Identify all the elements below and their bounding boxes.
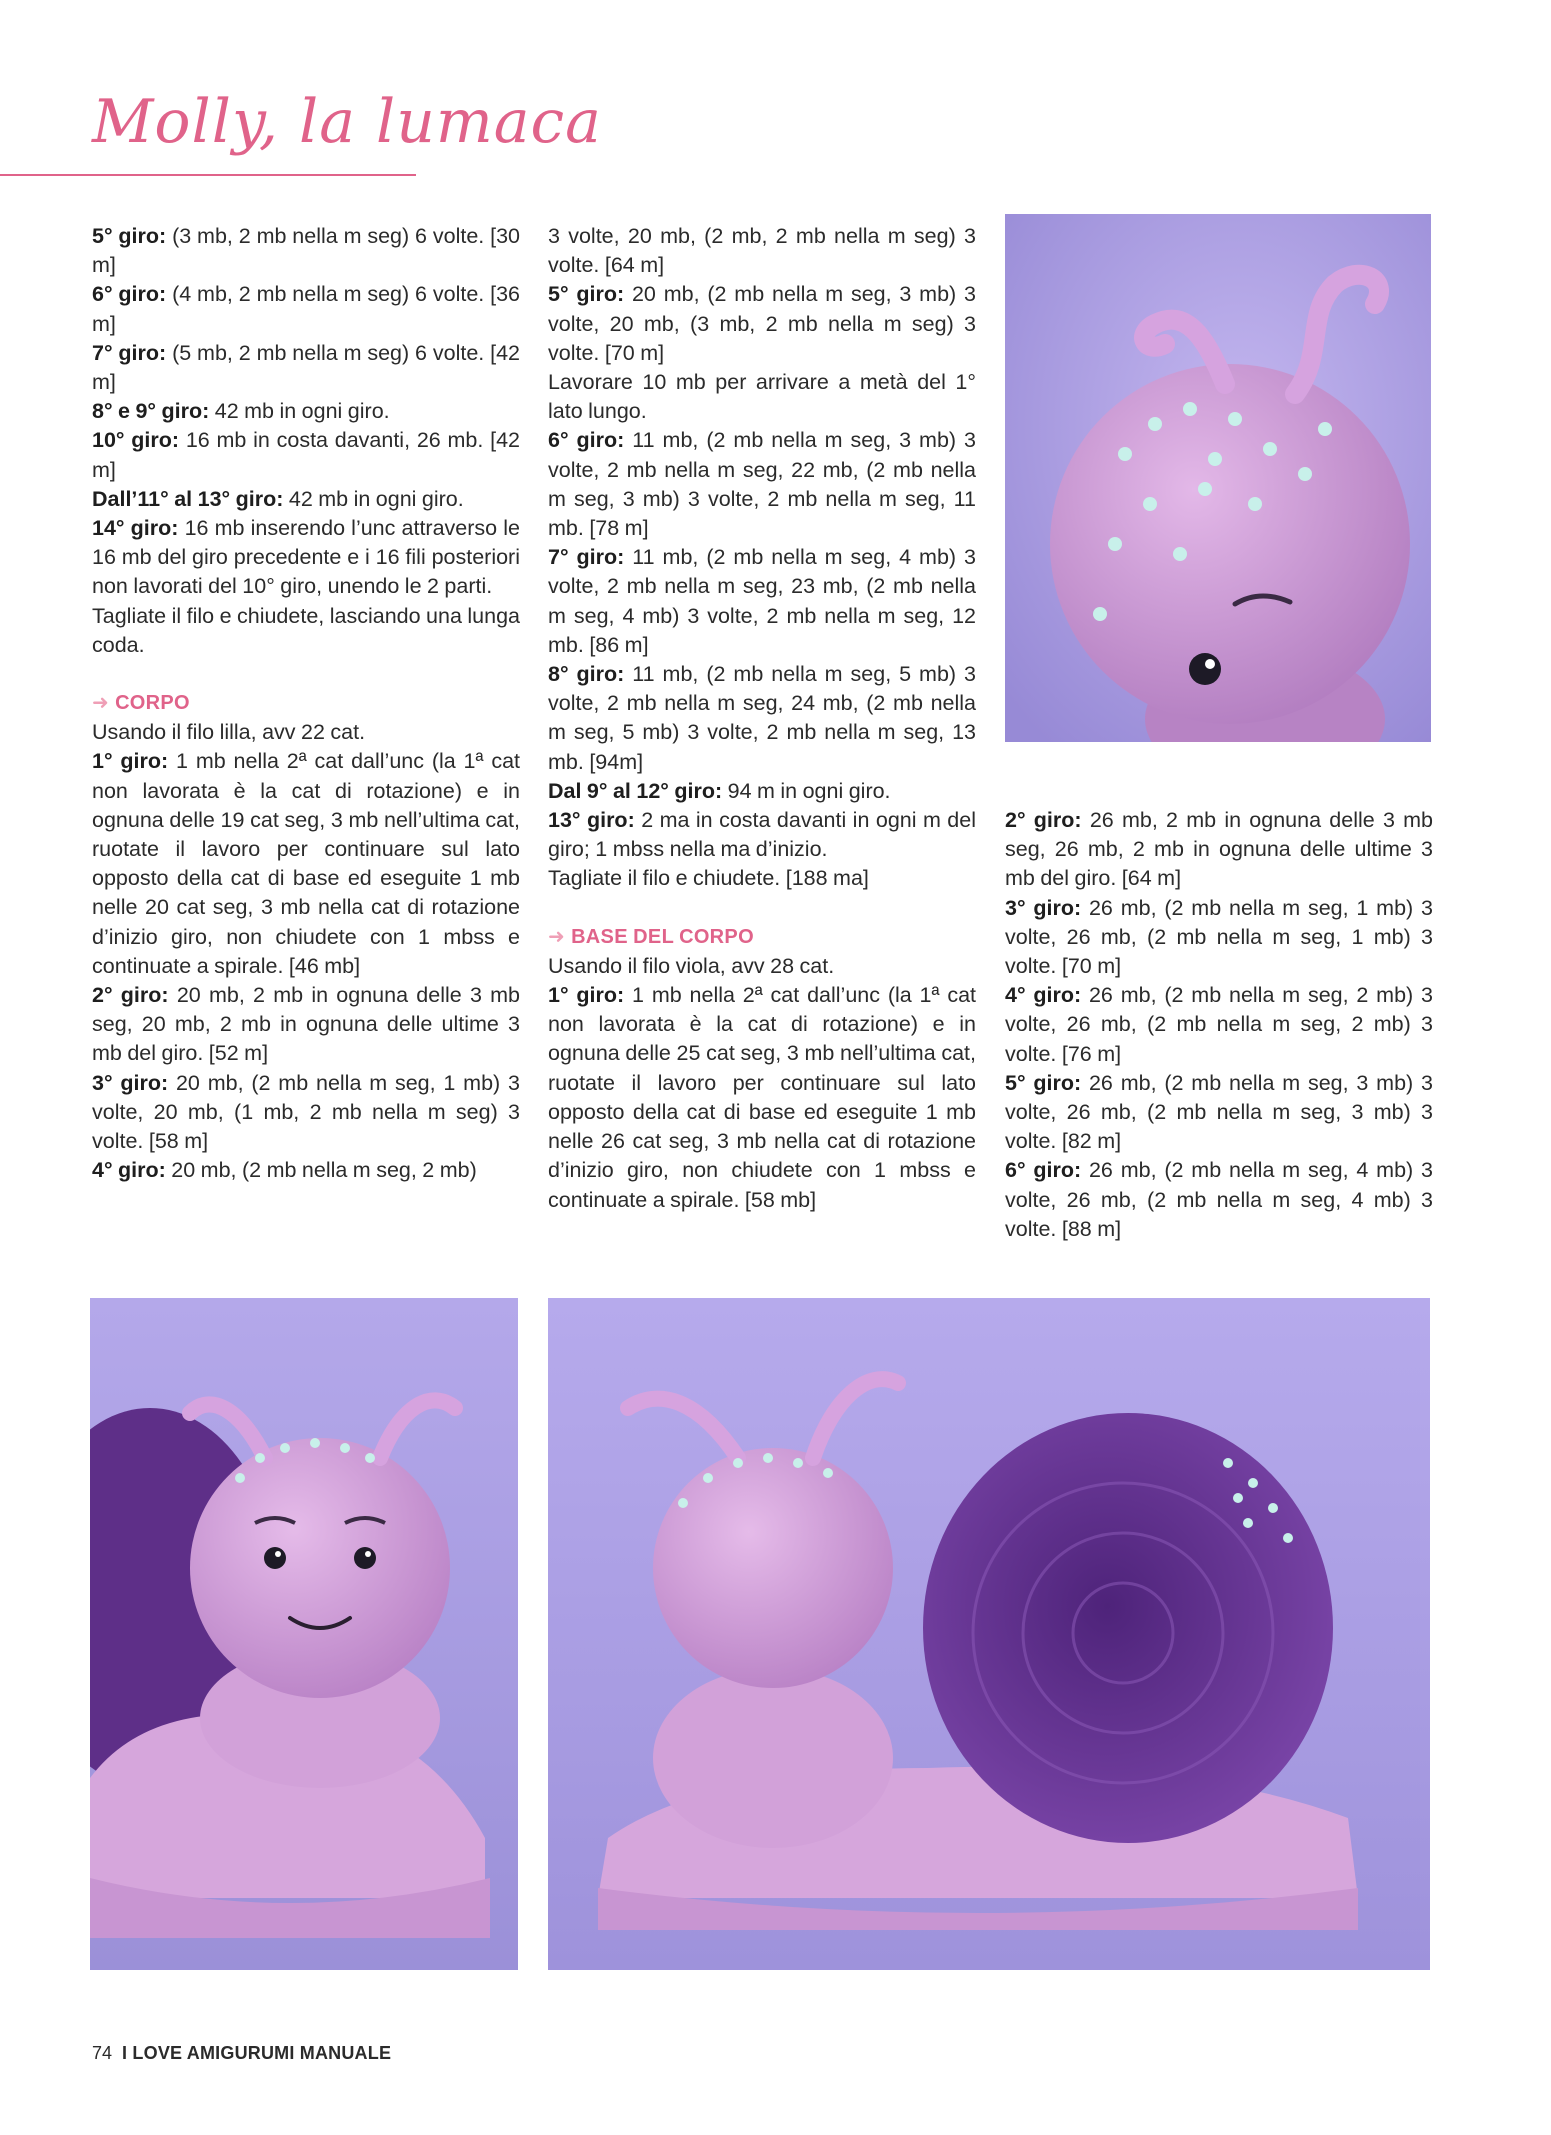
text-column-1 [92, 222, 520, 1186]
instruction-row: 10° giro: 16 mb in costa davanti, 26 mb. [42 m] [92, 428, 520, 482]
instruction-row: 8° giro: 11 mb, (2 mb nella m seg, 5 mb) 3 volte, 2 mb nella m seg, 24 mb, (2 mb nella m seg, 5 mb) 3 volte, 2 mb nella m seg, 13 mb. [94m] [548, 662, 976, 774]
photo-head-closeup [1005, 214, 1431, 742]
instruction-row: 3° giro: 20 mb, (2 mb nella m seg, 1 mb) 3 volte, 20 mb, (1 mb, 2 mb nella m seg) 3 volte. [58 m] [92, 1070, 520, 1154]
publication-name: I LOVE AMIGURUMI MANUALE [122, 2043, 392, 2063]
instruction-row: 1° giro: 1 mb nella 2ª cat dall’unc (la 1ª cat non lavorata è la cat di rotazione) e in ognuna delle 19 cat seg, 3 mb nell’ultima cat, ruotate il lavoro per continuare sul lato opposto della cat di base ed eseguite 1 mb nelle 20 cat seg, 3 mb nella cat di rotazione d’inizio giro, non chiudete con 1 mbss e continuate a spirale. [46 mb] [92, 749, 520, 978]
page-footer [92, 2043, 391, 2063]
instruction-row: 4° giro: 26 mb, (2 mb nella m seg, 2 mb) 3 volte, 26 mb, (2 mb nella m seg, 2 mb) 3 volte. [76 m] [1005, 983, 1433, 1066]
instruction-row: 7° giro: (5 mb, 2 mb nella m seg) 6 volte. [42 m] [92, 340, 520, 395]
instruction-note: Tagliate il filo e chiudete. [188 ma] [548, 866, 869, 891]
photo-snail-side [548, 1298, 1430, 1970]
photo-snail-front [90, 1298, 518, 1970]
instruction-row: 5° giro: 20 mb, (2 mb nella m seg, 3 mb) 3 volte, 20 mb, (3 mb, 2 mb nella m seg) 3 volte. [70 m] [548, 282, 976, 365]
instruction-row: Dal 9° al 12° giro: 94 m in ogni giro. [548, 778, 891, 803]
instruction-row: 3 volte, 20 mb, (2 mb, 2 mb nella m seg) 3 volte. [64 m] [548, 224, 976, 278]
instruction-row: 5° giro: 26 mb, (2 mb nella m seg, 3 mb) 3 volte, 26 mb, (2 mb nella m seg, 3 mb) 3 volte. [82 m] [1005, 1070, 1433, 1154]
instruction-row: 6° giro: 11 mb, (2 mb nella m seg, 3 mb) 3 volte, 2 mb nella m seg, 22 mb, (2 mb nella m seg, 3 mb) 3 volte, 2 mb nella m seg, 11 mb. [78 m] [548, 428, 976, 541]
instruction-row: 14° giro: 16 mb inserendo l’unc attraverso le 16 mb del giro precedente e i 16 fili posteriori non lavorati del 10° giro, unendo le 2 parti. [92, 516, 520, 599]
instruction-row: 2° giro: 20 mb, 2 mb in ognuna delle 3 mb seg, 20 mb, 2 mb in ognuna delle ultime 3 mb del giro. [52 m] [92, 983, 521, 1066]
instruction-row: 7° giro: 11 mb, (2 mb nella m seg, 4 mb) 3 volte, 2 mb nella m seg, 23 mb, (2 mb nella m seg, 4 mb) 3 volte, 2 mb nella m seg, 12 mb. [86 m] [548, 545, 976, 657]
arrow-right-icon: ➜ [548, 925, 566, 948]
instruction-note: Usando il filo viola, avv 28 cat. [548, 953, 835, 978]
page-title: Molly, la lumaca [92, 87, 602, 157]
instruction-note: Tagliate il filo e chiudete, lasciando una lunga coda. [92, 603, 520, 657]
instruction-row: 6° giro: (4 mb, 2 mb nella m seg) 6 volte. [36 m] [92, 282, 520, 336]
instruction-row: 13° giro: 2 ma in costa davanti in ogni m del giro; 1 mbss nella ma d’inizio. [548, 808, 976, 862]
instruction-row: 1° giro: 1 mb nella 2ª cat dall’unc (la 1ª cat non lavorata è la cat di rotazione) e in ognuna delle 25 cat seg, 3 mb nell’ultima cat, ruotate il lavoro per continuare sul lato opposto della cat di base ed eseguite 1 mb nelle 26 cat seg, 3 mb nella cat di rotazione d’inizio giro, non chiudete con 1 mbss e continuate a spirale. [58 mb] [548, 983, 976, 1212]
instruction-row: 3° giro: 26 mb, (2 mb nella m seg, 1 mb) 3 volte, 26 mb, (2 mb nella m seg, 1 mb) 3 volte. [70 m] [1005, 895, 1433, 979]
instruction-row: 8° e 9° giro: 42 mb in ogni giro. [92, 399, 390, 424]
text-column-3 [1005, 806, 1433, 1244]
instruction-row: 5° giro: (3 mb, 2 mb nella m seg) 6 volte. [30 m] [92, 224, 520, 278]
section-heading-corpo: ➜ CORPO [92, 692, 190, 715]
page-number: 74 [92, 2043, 113, 2063]
instruction-note: Usando il filo lilla, avv 22 cat. [92, 720, 366, 745]
section-heading-base: ➜ BASE DEL CORPO [548, 925, 754, 948]
instruction-row: 4° giro: 20 mb, (2 mb nella m seg, 2 mb) [92, 1158, 477, 1183]
instruction-row: 2° giro: 26 mb, 2 mb in ognuna delle 3 mb seg, 26 mb, 2 mb in ognuna delle ultime 3 mb del giro. [64 m] [1005, 808, 1434, 891]
instruction-note: Lavorare 10 mb per arrivare a metà del 1° lato lungo. [548, 370, 976, 424]
instruction-row: 6° giro: 26 mb, (2 mb nella m seg, 4 mb) 3 volte, 26 mb, (2 mb nella m seg, 4 mb) 3 volte. [88 m] [1005, 1158, 1433, 1241]
arrow-right-icon: ➜ [92, 692, 110, 715]
title-underline [0, 174, 416, 176]
instruction-row: Dall’11° al 13° giro: 42 mb in ogni giro. [92, 486, 464, 511]
text-column-2 [548, 222, 976, 1215]
